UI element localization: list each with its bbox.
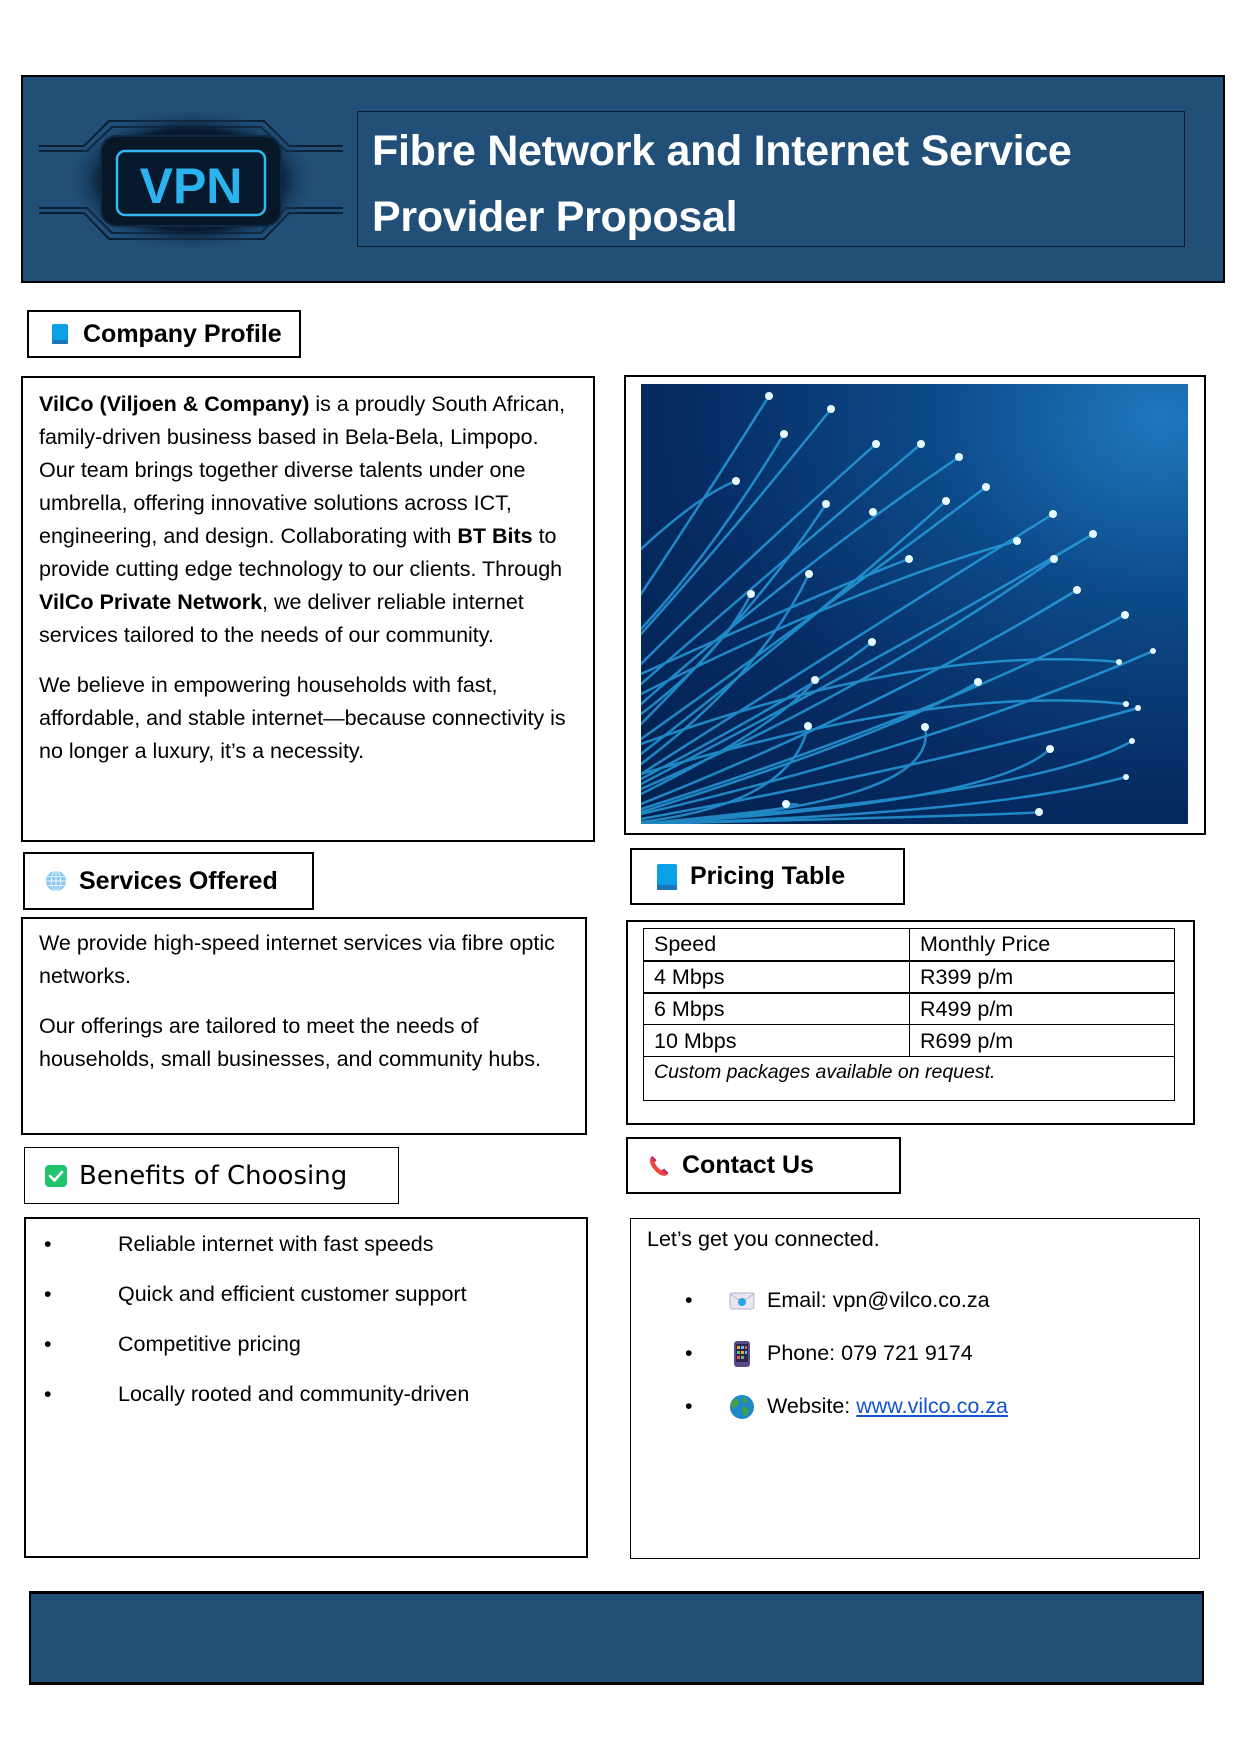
phone-number[interactable]: 079 721 9174: [841, 1341, 973, 1365]
company-profile-heading: Company Profile: [27, 310, 301, 358]
services-offered-heading: Services Offered: [23, 852, 314, 910]
svg-text:VPN: VPN: [139, 158, 243, 214]
footer-banner: [29, 1591, 1204, 1685]
check-box-icon: [45, 1164, 67, 1188]
globe-icon: [45, 869, 67, 893]
pricing-table-heading: Pricing Table: [630, 848, 905, 905]
company-profile-paragraph-2: We believe in empowering households with fast, affordable, and stable internet—because connectivity is no longer a luxury, it’s a necessity.: [39, 673, 566, 763]
list-item: • Reliable internet with fast speeds: [44, 1232, 434, 1256]
header-banner: [21, 75, 1225, 283]
benefits-heading: Benefits of Choosing: [24, 1147, 399, 1204]
globe-earth-icon: [729, 1394, 755, 1420]
telephone-receiver-icon: [648, 1154, 670, 1178]
contact-website-item: • Website: www.vilco.co.za: [685, 1394, 1008, 1418]
column-header-price: Monthly Price: [910, 929, 1175, 961]
blue-book-icon: [49, 322, 71, 346]
company-profile-paragraph-1: VilCo (Viljoen & Company) is a proudly South African, family-driven business based in Bela-Bela, Limpopo. Our team brings together diverse talents under one umbrella, offering innovative solutions across ICT, engineering, and design. Collaborating with BT Bits to provide cutting edge technology to our clients. Through VilCo Private Network, we deliver reliable internet services tailored to the needs of our community.: [39, 392, 566, 647]
list-item: • Competitive pricing: [44, 1332, 301, 1356]
vpn-logo: [39, 101, 343, 259]
title-box: [357, 111, 1185, 247]
list-item: • Locally rooted and community-driven: [44, 1382, 470, 1406]
list-item: • Quick and efficient customer support: [44, 1282, 467, 1306]
contact-us-box: [630, 1218, 1200, 1559]
contact-phone-item: • Phone: 079 721 9174: [685, 1341, 973, 1365]
contact-intro: Let’s get you connected.: [647, 1227, 880, 1251]
website-link[interactable]: www.vilco.co.za: [856, 1394, 1008, 1418]
table-note-row: [644, 1057, 1175, 1101]
benefits-box: [24, 1217, 588, 1558]
contact-list: [647, 1274, 1183, 1433]
table-row: 10 Mbps R699 p/m: [644, 1025, 1175, 1057]
email-address[interactable]: vpn@vilco.co.za: [832, 1288, 990, 1312]
services-paragraph-1: We provide high-speed internet services via fibre optic networks.: [39, 931, 555, 988]
contact-email-item: • Email: vpn@vilco.co.za: [685, 1288, 990, 1312]
table-header-row: [644, 929, 1175, 961]
column-header-speed: Speed: [644, 929, 910, 961]
table-row: 4 Mbps R399 p/m: [644, 961, 1175, 993]
pricing-note: Custom packages available on request.: [644, 1057, 1175, 1101]
blue-book-icon: [656, 865, 678, 889]
fibre-optic-image: [641, 384, 1188, 824]
table-row: 6 Mbps R499 p/m: [644, 993, 1175, 1025]
services-offered-box: [21, 917, 587, 1135]
contact-us-heading: Contact Us: [626, 1137, 901, 1194]
services-paragraph-2: Our offerings are tailored to meet the needs of households, small businesses, and community hubs.: [39, 1014, 541, 1071]
envelope-icon: [729, 1288, 755, 1314]
page-title: Fibre Network and Internet Service Provider Proposal: [372, 127, 1072, 241]
pricing-table: [643, 928, 1175, 1101]
mobile-phone-icon: [729, 1341, 755, 1367]
pricing-table-box: [626, 920, 1195, 1125]
company-profile-box: [21, 376, 595, 842]
benefits-list: [40, 1229, 572, 1429]
fibre-optic-image-frame: [624, 375, 1206, 835]
